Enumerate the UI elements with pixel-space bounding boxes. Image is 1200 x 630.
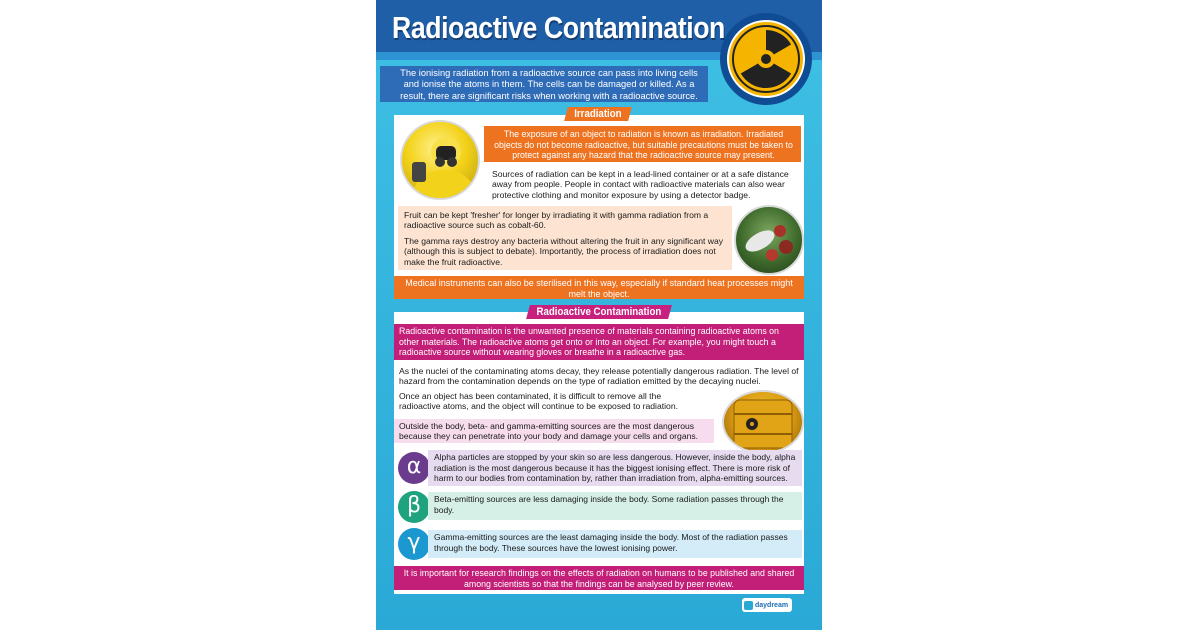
radiation-hazard-icon [720,13,812,105]
gamma-icon: γ [398,528,430,560]
alpha-text: Alpha particles are stopped by your skin so are less dangerous. However, inside the body, alpha radiation is the most dangerous because it has the biggest ionising effect. There is more risk of harm to our bodies from contamination by, rather than irradiation from, alpha-emitting sources. [428,450,802,486]
fruit-text: Fruit can be kept 'fresher' for longer by irradiating it with gamma radiation from a radioactive source such as cobalt-60. [404,210,709,231]
alpha-icon: α [398,452,430,484]
hazmat-suit-photo [400,120,480,200]
contamination-heading [526,305,672,319]
decay-text: As the nuclei of the contaminating atoms decay, they release potentially dangerous radiation. The level of hazard from the contamination depends on the type of radiation emitted by the decaying nuclei. [399,366,799,387]
hazmat-person-icon [402,122,478,198]
radiation-symbol-icon [726,19,806,99]
medical-instruments-note: Medical instruments can also be sterilised in this way, especially if standard heat processes might melt the object. [394,276,804,299]
contamination-definition: Radioactive contamination is the unwanted presence of materials containing radioactive atoms on other materials. The radioactive atoms get onto or into an object. For example, you might touch a radioactive source without wearing gloves or breathe in a radioactive gas. [394,324,804,360]
barrel-icon [724,392,802,452]
removal-text: Once an object has been contaminated, it is difficult to remove all the radioactive atoms, and the object will continue to be exposed to radiation. [399,391,678,412]
irradiation-storage-text: Sources of radiation can be kept in a lead-lined container or at a safe distance away from people. People in contact with radioactive materials can also wear protective clothing and monitor exposure by using a detector badge. [492,169,789,200]
contamination-heading-label: Radioactive Contamination [536,306,662,318]
intro-text: The ionising radiation from a radioactive source can pass into living cells and ionise the atoms in them. The cells can be damaged or killed. As a result, there are significant risks when working with a radioactive source. [380,66,708,102]
irradiation-definition: The exposure of an object to radiation is known as irradiation. Irradiated objects do not become radioactive, but suitable precautions must be taken to protect against any hazard that the radioactive source may present. [484,126,801,162]
research-note: It is important for research findings on the effects of radiation on humans to be published and shared among scientists so that the findings can be analysed by peer review. [394,566,804,590]
beta-text: Beta-emitting sources are less damaging inside the body. Some radiation passes through the body. [428,492,802,520]
beta-icon: β [398,491,430,523]
radioactive-drum-photo [722,390,804,454]
daydream-logo-text: daydream [755,601,789,609]
outside-body-text: Outside the body, beta- and gamma-emitting sources are the most dangerous because they can penetrate into your body and damage your cells and organs. [399,421,699,442]
poster-title: Radioactive Contamination [392,10,725,45]
gamma-text: Gamma-emitting sources are the least damaging inside the body. Most of the radiation passes through the body. These sources have the lowest ionising power. [428,530,802,558]
daydream-logo-icon [744,601,753,610]
fruit-icon [736,207,802,273]
fruit-irradiation-photo [734,205,804,275]
irradiation-heading-label: Irradiation [574,108,622,120]
poster [376,0,822,630]
daydream-logo [742,598,792,612]
irradiation-heading [564,107,632,121]
gamma-fruit-text: The gamma rays destroy any bacteria without altering the fruit in any significant way (although this is subject to debate). Importantly, the process of irradiation does not make the fruit radioactive. [404,236,724,267]
